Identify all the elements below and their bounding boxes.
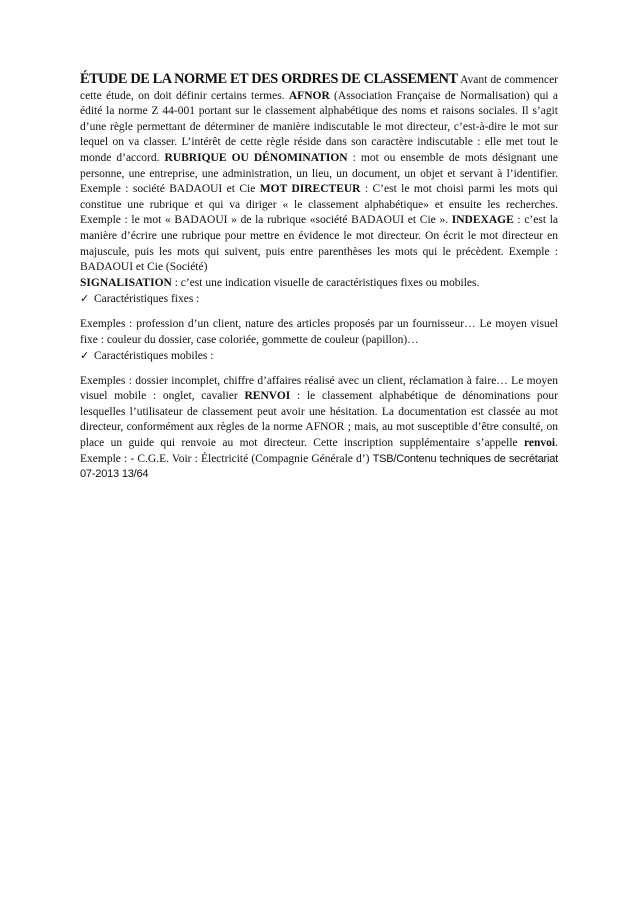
mobiles-examples-text: Exemples : dossier incomplet, chiffre d’affaires réalisé avec un client, réclamation à faire… Le moyen visuel mobile : onglet, cavalier [80,374,558,403]
checklist-item-mobiles [80,348,558,365]
mot-directeur-definition: : C’est le mot choisi parmi les mots qui constitue une rubrique et qui va diriger « le classement alphabétique» et ensuite les recherches. Exemple : le mot « BADAOUI » de la rubrique «société BADAOUI et Cie ». [80,183,558,227]
main-paragraph [80,72,558,291]
indexage-definition: : c’est la manière d’écrire une rubrique pour mettre en évidence le mot directeur. On écrit le mot directeur en majuscule, puis les mots qui suivent, puis entre parenthèses les mots qui le précèdent. Exemple : BADAOUI et Cie (Société) [80,214,559,274]
checklist-label-mobiles: Caractéristiques mobiles : [94,350,214,363]
checkmark-icon: ✓ [80,349,90,363]
fixes-examples-paragraph: Exemples : profession d’un client, nature des articles proposés par un fournisseur… Le moyen visuel fixe : couleur du dossier, case coloriée, gommette de couleur (papillon)… [80,317,558,346]
intro-text: Avant de commencer cette étude, on doit définir certains termes. [80,74,558,102]
term-mot-directeur: MOT DIRECTEUR [259,183,361,196]
term-renvoi-inline: renvoi [524,437,556,450]
page-footer: TSB/Contenu techniques de secrétariat 07-2013 13/64 [80,452,558,481]
term-signalisation: SIGNALISATION [80,276,172,289]
afnor-definition: (Association Française de Normalisation) qui a édité la norme Z 44-001 portant sur le classement alphabétique des noms et raisons sociales. Il s’agit d’une règle permettant de déterminer de manière indiscutable le mot directeur, c’est-à-dire le mot sur lequel on va classer. L’intérêt de cette règle réside dans son caractère indiscutable : elle met tout le monde d’accord. [80,89,559,164]
spacer [80,308,558,317]
mobiles-examples-paragraph [80,374,558,483]
term-afnor: AFNOR [288,89,330,102]
page-title: ÉTUDE DE LA NORME ET DES ORDRES DE CLASSEMENT [80,71,458,87]
renvoi-definition: : le classement alphabétique de dénominations pour lesquelles l’utilisateur de classement peut avoir une hésitation. La documentation est classée au mot directeur, conformément aux règles de la norme AFNOR ; mais, au mot susceptible d’être consulté, on place un guide qui renvoie au mot directeur. Cette inscription supplémentaire s’appelle [80,390,558,450]
checkmark-icon: ✓ [80,292,90,306]
document-body [80,72,558,483]
rubrique-definition: : mot ou ensemble de mots désignant une personne, une entreprise, une administration, un lieu, un document, un objet et servant à l’identifier. Exemple : société BADAOUI et Cie [80,151,558,196]
checklist-item-fixes [80,291,558,308]
spacer [80,365,558,374]
renvoi-example: . Exemple : - C.G.E. Voir : Électricité (Compagnie Générale d’) [80,437,558,465]
term-renvoi: RENVOI [244,390,291,403]
checklist-label-fixes: Caractéristiques fixes : [94,293,200,306]
term-rubrique: RUBRIQUE OU DÉNOMINATION [164,151,348,164]
signalisation-definition: : c’est une indication visuelle de caractéristiques fixes ou mobiles. [171,276,480,289]
term-indexage: INDEXAGE [451,214,514,227]
